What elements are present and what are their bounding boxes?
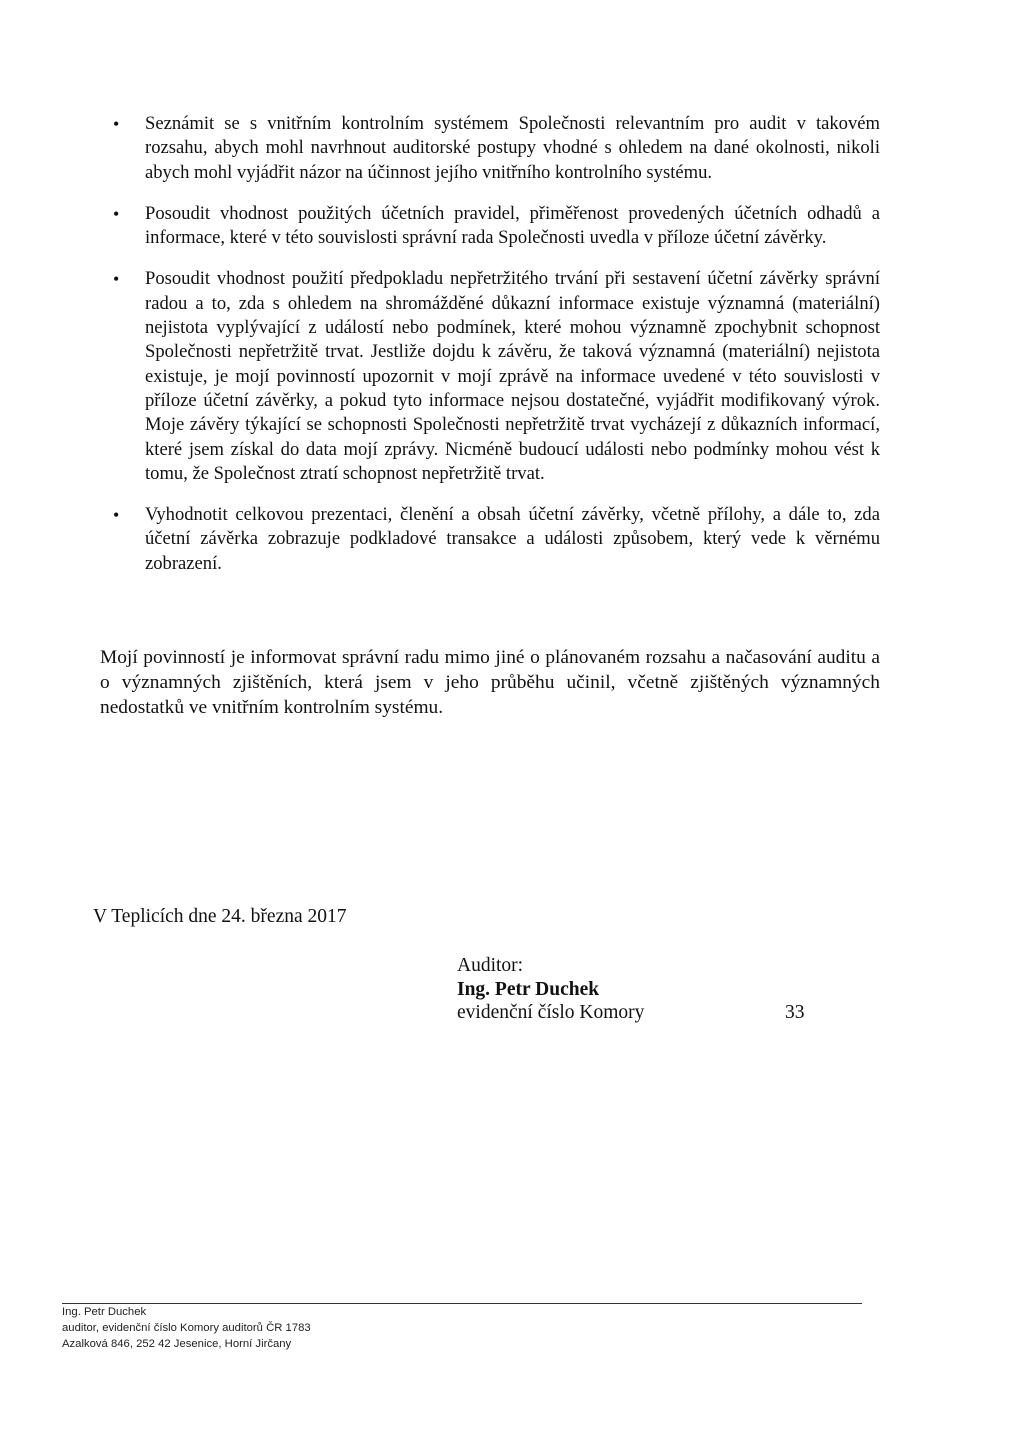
place-and-date: V Teplicích dne 24. března 2017	[93, 906, 347, 927]
bullet-text: Posoudit vhodnost použitých účetních pravidel, přiměřenost provedených účetních odhadů a informace, které v této souvislosti správní rada Společnosti uvedla v příloze účetní závěrky.	[145, 202, 880, 249]
list-item	[100, 112, 880, 185]
list-item	[100, 267, 880, 486]
bullet-icon: •	[113, 203, 120, 224]
bullet-text: Posoudit vhodnost použití předpokladu nepřetržitého trvání při sestavení účetní závěrky správní radou a to, zda s ohledem na shromážděné důkazní informace existuje významná (materiální) nejistota vyplývající z událostí nebo podmínek, které mohou významně zpochybnit schopnost Společnosti nepřetržitě trvat. Jestliže dojdu k závěru, že taková významná (materiální) nejistota existuje, je mojí povinností upozornit v mojí zprávě na informace uvedené v této souvislosti v příloze účetní závěrky, a pokud tyto informace nejsou dostatečné, vyjádřit modifikovaný výrok. Moje závěry týkající se schopnosti Společnosti nepřetržitě trvat vycházejí z důkazních informací, které jsem získal do data mojí zprávy. Nicméně budoucí události nebo podmínky mohou vést k tomu, že Společnost ztratí schopnost nepřetržitě trvat.	[145, 268, 880, 484]
footer-address: Azalková 846, 252 42 Jesenice, Horní Jirčany	[62, 1338, 292, 1350]
signature-block	[457, 954, 805, 1025]
bullet-text: Seznámit se s vnitřním kontrolním systémem Společnosti relevantním pro audit v takovém rozsahu, abych mohl navrhnout auditorské postupy vhodné s ohledem na dané okolnosti, nikoli abych mohl vyjádřit názor na účinnost jejího vnitřního kontrolního systému.	[145, 113, 880, 183]
list-item	[100, 503, 880, 576]
bullet-icon: •	[113, 269, 120, 290]
footer-name: Ing. Petr Duchek	[62, 1306, 147, 1318]
registration-label: evidenční číslo Komory	[457, 1002, 645, 1023]
auditor-name: Ing. Petr Duchek	[457, 978, 600, 1000]
bullet-icon: •	[113, 114, 120, 134]
auditor-label: Auditor:	[457, 955, 524, 976]
bullet-text: Vyhodnotit celkovou prezentaci, členění a obsah účetní závěrky, včetně přílohy, a dále to, zda účetní závěrka zobrazuje podkladové transakce a události způsobem, který vede k věrnému zobrazení.	[145, 504, 880, 574]
registration-line	[457, 1001, 805, 1025]
list-item	[100, 202, 880, 251]
bullet-list	[100, 112, 880, 593]
bullet-icon: •	[113, 505, 120, 526]
registration-number-fragment: 33	[785, 1002, 805, 1023]
footer-registration: auditor, evidenční číslo Komory auditorů ČR 1783	[62, 1322, 311, 1334]
closing-paragraph: Mojí povinností je informovat správní radu mimo jiné o plánovaném rozsahu a načasování auditu a o významných zjištěních, která jsem v jeho průběhu učinil, včetně zjištěných významných nedostatků ve vnitřním kontrolním systému.	[100, 647, 880, 718]
footer	[62, 1304, 311, 1352]
